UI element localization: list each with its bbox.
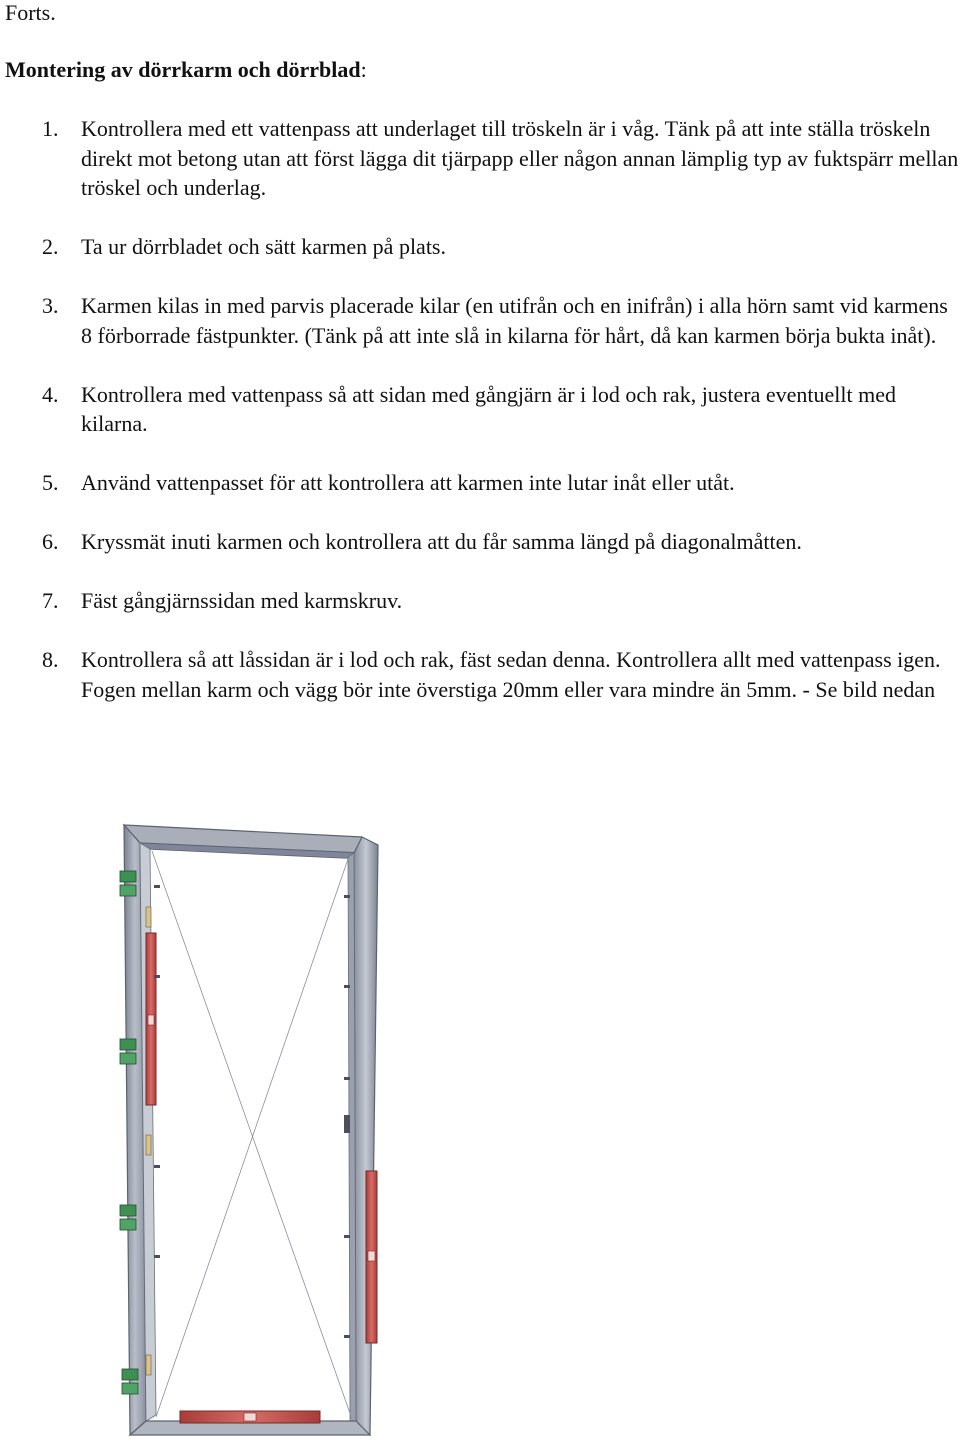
frame-right-post xyxy=(354,837,378,1435)
list-item xyxy=(0,232,960,262)
step-text: Kontrollera så att låssidan är i lod och rak, fäst sedan denna. Kontrollera allt med vattenpass igen. Fogen mellan karm och vägg bör inte överstiga 20mm eller vara mindre än 5mm. - Se bild nedan xyxy=(81,647,941,702)
step-text: Använd vattenpasset för att kontrollera att karmen inte lutar inåt eller utåt. xyxy=(81,470,735,495)
step-number: 1. xyxy=(42,116,59,141)
section-heading-colon: : xyxy=(360,57,367,82)
list-item xyxy=(0,114,960,203)
instruction-list xyxy=(0,114,960,734)
step-number: 7. xyxy=(42,588,59,613)
section-heading-title: Montering av dörrkarm och dörrblad xyxy=(5,57,361,82)
section-heading xyxy=(5,55,367,84)
step-number: 4. xyxy=(42,381,59,407)
list-item xyxy=(0,586,960,616)
list-item xyxy=(0,468,960,498)
list-item xyxy=(0,645,960,704)
step-number: 2. xyxy=(42,234,59,259)
step-text: Fäst gångjärnssidan med karmskruv. xyxy=(81,588,403,613)
step-text: Kontrollera med ett vattenpass att underlaget till tröskeln är i våg. Tänk på att inte ställa tröskeln direkt mot betong utan att först lägga dit tjärpapp eller någon annan lämplig typ av fuktspärr mellan tröskel och underlag. xyxy=(81,116,959,200)
list-item xyxy=(0,380,960,439)
list-item xyxy=(0,527,960,557)
door-frame-illustration xyxy=(100,815,400,1447)
list-item xyxy=(0,291,960,350)
continued-label: Forts. xyxy=(5,0,56,25)
step-text: Karmen kilas in med parvis placerade kilar (en utifrån och en inifrån) i alla hörn samt vid karmens 8 förborrade fästpunkter. (Tänk på att inte slå in kilarna för hårt, då kan karmen börja bukta inåt). xyxy=(81,293,948,348)
diagonal-line xyxy=(156,859,348,1417)
door-frame-drawing xyxy=(100,815,400,1447)
step-number: 8. xyxy=(42,647,59,672)
hinge-icon xyxy=(146,907,151,927)
step-number: 3. xyxy=(42,293,59,318)
hinge-icon xyxy=(146,1135,151,1155)
step-number: 5. xyxy=(42,470,59,495)
step-text: Ta ur dörrbladet och sätt karmen på plats. xyxy=(81,234,446,259)
step-text: Kryssmät inuti karmen och kontrollera att du får samma längd på diagonalmåtten. xyxy=(81,529,802,554)
diagonal-line xyxy=(152,851,352,1419)
hinge-icon xyxy=(146,1355,151,1375)
step-number: 6. xyxy=(42,529,59,554)
step-text: Kontrollera med vattenpass så att sidan med gångjärn är i lod och rak, justera eventuellt med kilarna. xyxy=(81,381,896,436)
